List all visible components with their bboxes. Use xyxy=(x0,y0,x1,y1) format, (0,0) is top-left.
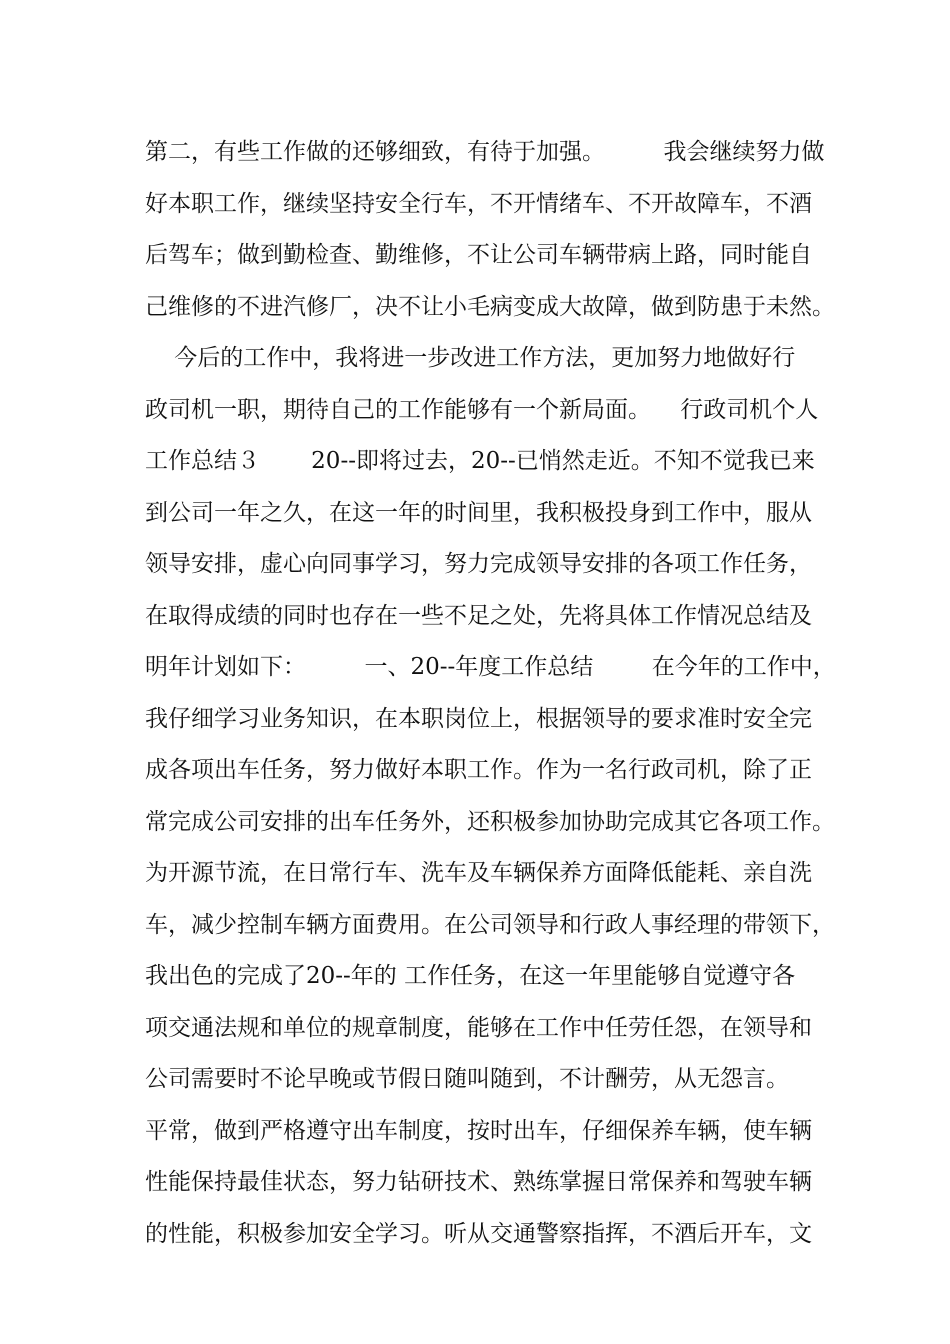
text-line: 后驾车；做到勤检查、勤维修，不让公司车辆带病上路，同时能自 xyxy=(145,242,812,268)
text-line: 今后的工作中，我将进一步改进工作方法，更加努力地做好行 xyxy=(145,345,796,371)
text-line: 项交通法规和单位的规章制度，能够在工作中任劳任怨，在领导和 xyxy=(145,1014,812,1041)
text-line: 的性能，积极参加安全学习。听从交通警察指挥，不酒后开车，文 xyxy=(145,1220,812,1247)
text-line: 己维修的不进汽修厂，决不让小毛病变成大故障，做到防患于未然。 xyxy=(145,293,835,320)
text-line: 明年计划如下： 一、20--年度工作总结 在今年的工作中， xyxy=(145,654,836,680)
text-line: 平常，做到严格遵守出车制度，按时出车，仔细保养车辆，使车辆 xyxy=(145,1117,812,1144)
text-line: 工作总结３ 20--即将过去，20--已悄然走近。不知不觉我已来 xyxy=(145,448,815,474)
text-line: 性能保持最佳状态，努力钻研技术、熟练掌握日常保养和驾驶车辆 xyxy=(145,1169,812,1195)
text-line: 我出色的完成了20--年的 工作任务，在这一年里能够自觉遵守各 xyxy=(145,963,796,989)
text-line: 车，减少控制车辆方面费用。在公司领导和行政人事经理的带领下， xyxy=(145,911,835,938)
text-line: 到公司一年之久，在这一年的时间里，我积极投身到工作中，服从 xyxy=(145,499,812,526)
text-line: 在取得成绩的同时也存在一些不足之处，先将具体工作情况总结及 xyxy=(145,602,812,629)
text-line: 我仔细学习业务知识，在本职岗位上，根据领导的要求准时安全完 xyxy=(145,705,812,732)
text-line: 成各项出车任务，努力做好本职工作。作为一名行政司机，除了正 xyxy=(145,757,812,783)
text-line: 好本职工作，继续坚持安全行车，不开情绪车、不开故障车，不酒 xyxy=(145,190,812,217)
text-line: 为开源节流，在日常行车、洗车及车辆保养方面降低能耗、亲自洗 xyxy=(145,860,812,886)
text-line: 第二，有些工作做的还够细致，有待于加强。 我会继续努力做 xyxy=(145,139,825,165)
text-line: 公司需要时不论早晚或节假日随叫随到，不计酬劳，从无怨言。 xyxy=(145,1066,789,1092)
text-line: 政司机一职，期待自己的工作能够有一个新局面。 行政司机个人 xyxy=(145,396,819,423)
text-line: 领导安排，虚心向同事学习，努力完成领导安排的各项工作任务， xyxy=(145,551,812,577)
body-text xyxy=(145,130,845,1263)
text-line: 常完成公司安排的出车任务外，还积极参加协助完成其它各项工作。 xyxy=(145,808,835,835)
